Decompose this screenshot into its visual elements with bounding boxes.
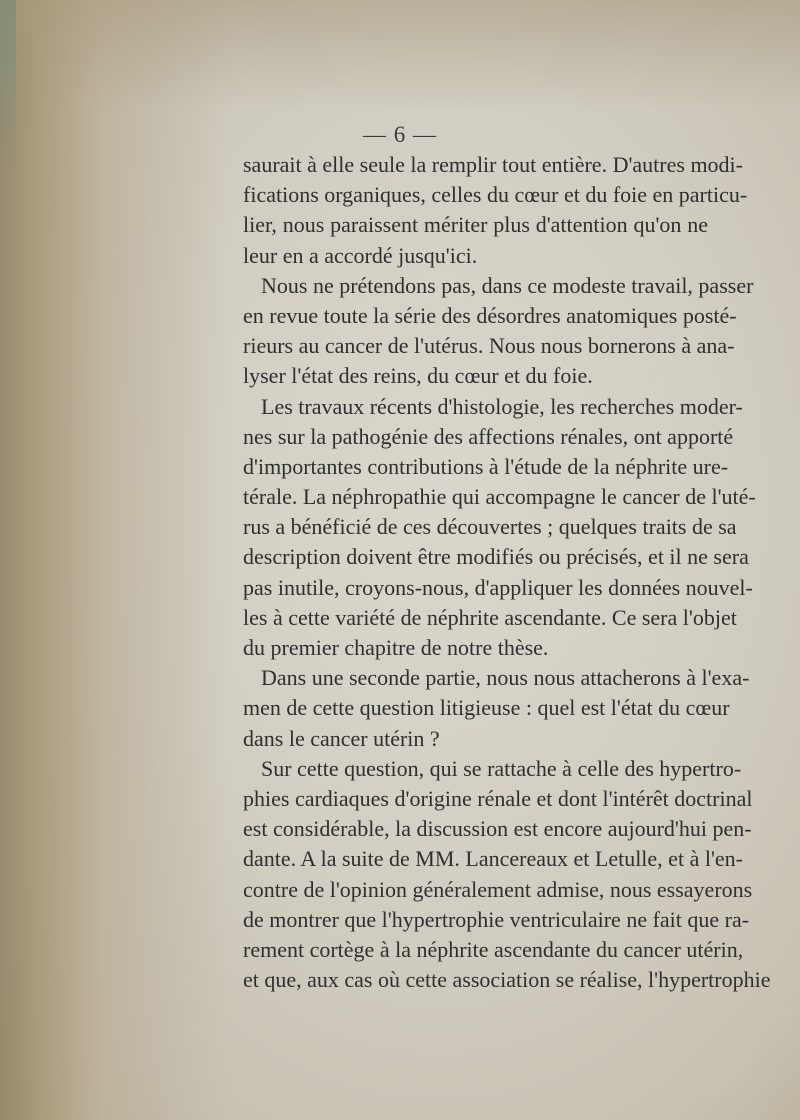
text-line: nes sur la pathogénie des affections rénales, ont apporté [243,423,734,449]
paper-stain-top [0,0,800,110]
text-line: Nous ne prétendons pas, dans ce modeste travail, passer [261,272,754,298]
text-line: men de cette question litigieuse : quel est l'état du cœur [243,695,730,721]
text-line: Dans une seconde partie, nous nous attacherons à l'exa- [261,665,750,691]
text-line: du premier chapitre de notre thèse. [243,635,549,660]
text-line: pas inutile, croyons-nous, d'appliquer les données nouvel- [243,574,753,600]
text-line: en revue toute la série des désordres anatomiques posté- [243,302,737,328]
text-line: Les travaux récents d'histologie, les recherches moder- [261,393,743,419]
text-line: d'importantes contributions à l'étude de la néphrite ure- [243,453,729,479]
text-line: dans le cancer utérin ? [243,725,440,751]
text-line: lyser l'état des reins, du cœur et du foie. [243,363,593,389]
body-text [243,150,771,995]
text-line: les à cette variété de néphrite ascendante. Ce sera l'objet [243,604,737,630]
text-line: contre de l'opinion généralement admise, nous essayerons [243,876,753,902]
text-line: leur en a accordé jusqu'ici. [243,242,478,268]
text-line: et que, aux cas où cette association se réalise, l'hypertrophie [243,967,771,993]
text-line: description doivent être modifiés ou précisés, et il ne sera [243,544,749,570]
paper-stain-left [0,0,230,1120]
text-line: saurait à elle seule la remplir tout entière. D'autres modi- [243,152,743,177]
text-line: térale. La néphropathie qui accompagne le cancer de l'uté- [243,484,756,510]
text-line: phies cardiaques d'origine rénale et dont l'intérêt doctrinal [243,785,753,811]
paper-edge-tint [0,0,16,180]
text-line: rement cortège à la néphrite ascendante du cancer utérin, [243,936,744,962]
text-line: rieurs au cancer de l'utérus. Nous nous bornerons à ana- [243,333,735,359]
text-line: rus a bénéficié de ces découvertes ; quelques traits de sa [243,514,737,540]
text-line: dante. A la suite de MM. Lancereaux et Letulle, et à l'en- [243,846,743,872]
text-line: Sur cette question, qui se rattache à celle des hypertro- [261,755,742,781]
text-line: de montrer que l'hypertrophie ventriculaire ne fait que ra- [243,906,750,932]
page-number: — 6 — [363,122,437,147]
text-line: lier, nous paraissent mériter plus d'attention qu'on ne [243,212,708,238]
text-line: est considérable, la discussion est encore aujourd'hui pen- [243,816,752,842]
text-line: fications organiques, celles du cœur et du foie en particu- [243,182,748,208]
